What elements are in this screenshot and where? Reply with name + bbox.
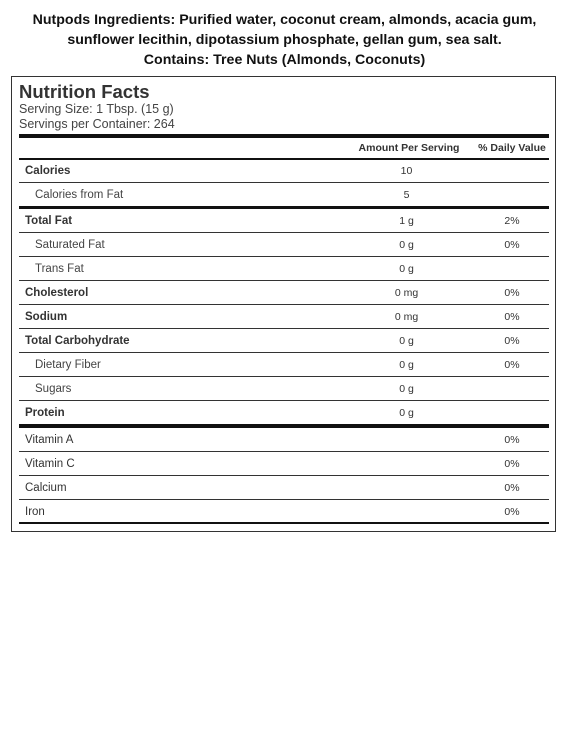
mineral-label: Calcium — [25, 482, 67, 494]
vitamin-row-vitamin-c — [19, 452, 549, 476]
mineral-daily-value: 0% — [504, 482, 520, 494]
nutrient-row-trans-fat — [19, 257, 549, 281]
nutrient-amount: 0 g — [399, 335, 414, 347]
nutrient-daily-value: 2% — [504, 215, 520, 227]
nutrient-amount: 0 g — [399, 239, 414, 251]
ingredients-line: sunflower lecithin, dipotassium phosphate, gellan gum, sea salt. — [67, 32, 502, 48]
nutrient-amount: 0 g — [399, 407, 414, 419]
nutrient-daily-value: 0% — [504, 335, 520, 347]
vitamin-row-vitamin-a — [19, 428, 549, 452]
nutrient-amount: 1 g — [399, 215, 414, 227]
bottom-divider — [19, 522, 549, 524]
nutrient-daily-value: 0% — [504, 287, 520, 299]
nutrient-label: Sugars — [35, 383, 72, 395]
nutrient-amount: 0 g — [399, 383, 414, 395]
nutrient-row-dietary-fiber — [19, 353, 549, 377]
nutrient-row-calories — [19, 159, 549, 183]
nutrition-facts-panel — [11, 76, 556, 532]
column-header-row — [19, 137, 549, 159]
nutrient-label: Saturated Fat — [35, 239, 105, 251]
vitamin-label: Vitamin A — [25, 434, 74, 446]
nutrient-amount: 10 — [400, 165, 413, 177]
nutrient-amount: 0 mg — [394, 311, 419, 323]
nutrient-amount: 0 g — [399, 359, 414, 371]
nutrient-label: Calories — [25, 165, 71, 177]
nutrient-amount: 5 — [403, 189, 410, 201]
nutrient-label: Calories from Fat — [35, 189, 124, 201]
vitamin-label: Vitamin C — [25, 458, 75, 470]
nutrient-label: Dietary Fiber — [35, 359, 101, 371]
nutrient-amount: 0 g — [399, 263, 414, 275]
nutrient-daily-value: 0% — [504, 239, 520, 251]
mineral-row-calcium — [19, 476, 549, 500]
vitamin-daily-value: 0% — [504, 458, 520, 470]
mineral-label: Iron — [25, 506, 45, 518]
nutrient-label: Total Carbohydrate — [25, 335, 130, 347]
mineral-row-iron — [19, 500, 549, 524]
vitamin-daily-value: 0% — [504, 434, 520, 446]
nutrient-row-total-carbohydrate — [19, 329, 549, 353]
daily-value-header: % Daily Value — [478, 142, 546, 154]
nutrient-row-sodium — [19, 305, 549, 329]
ingredients-line: Nutpods Ingredients: Purified water, coconut cream, almonds, acacia gum, — [32, 12, 537, 28]
nutrient-label: Protein — [25, 407, 65, 419]
nutrient-row-calories-from-fat — [19, 183, 549, 207]
nutrition-facts-title: Nutrition Facts — [19, 81, 150, 102]
nutrient-row-cholesterol — [19, 281, 549, 305]
mineral-daily-value: 0% — [504, 506, 520, 518]
ingredients-statement — [0, 10, 569, 70]
nutrient-daily-value: 0% — [504, 359, 520, 371]
nutrient-amount: 0 mg — [394, 287, 419, 299]
nutrient-row-sugars — [19, 377, 549, 401]
nutrient-label: Trans Fat — [35, 263, 84, 275]
nutrient-row-total-fat — [19, 209, 549, 233]
serving-size: Serving Size: 1 Tbsp. (15 g) — [19, 102, 174, 116]
nutrient-row-saturated-fat — [19, 233, 549, 257]
nutrient-daily-value: 0% — [504, 311, 520, 323]
nutrient-label: Cholesterol — [25, 287, 89, 299]
allergen-statement: Contains: Tree Nuts (Almonds, Coconuts) — [143, 52, 426, 68]
amount-per-serving-header: Amount Per Serving — [358, 142, 460, 154]
nutrient-row-protein — [19, 401, 549, 425]
servings-per-container: Servings per Container: 264 — [19, 117, 175, 131]
nutrient-label: Sodium — [25, 311, 68, 323]
nutrient-label: Total Fat — [25, 215, 73, 227]
